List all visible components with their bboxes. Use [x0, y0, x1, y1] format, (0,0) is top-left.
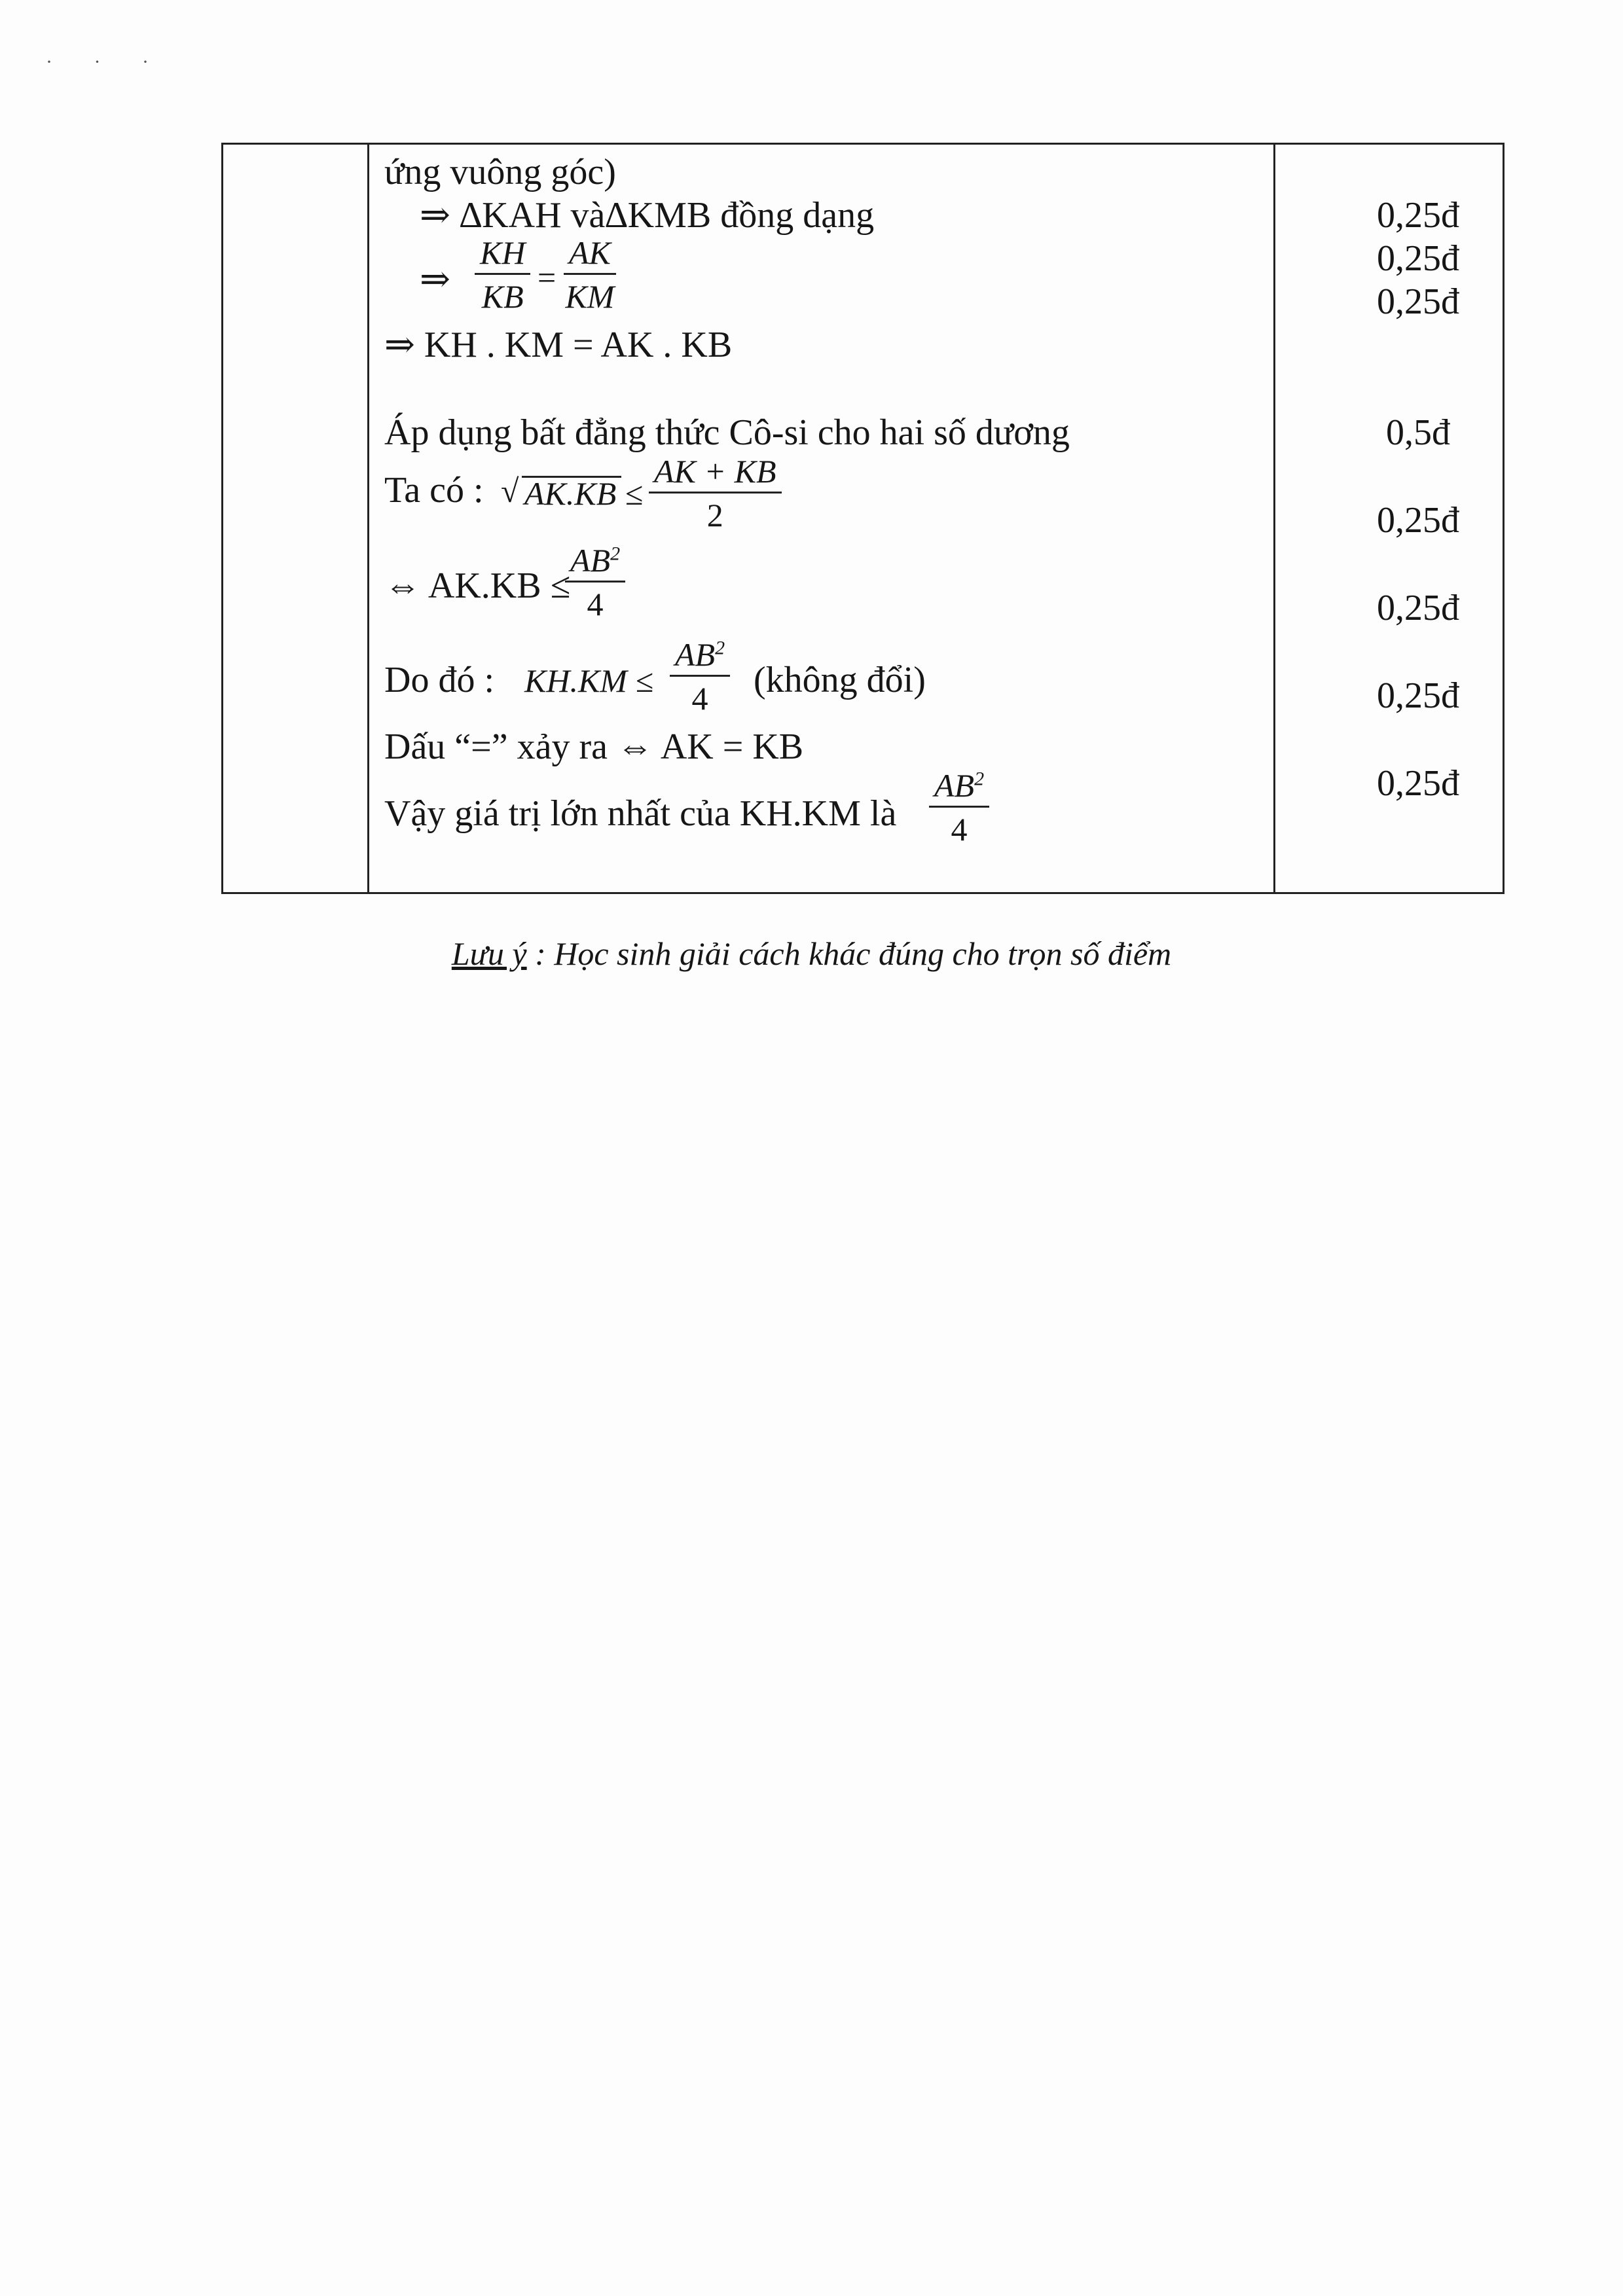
proof-line-4: ⇒ KH . KM = AK . KB: [384, 325, 733, 365]
proof-line-9: Dấu “=” xảy ra ⇔ AK = KB: [384, 726, 804, 767]
proof-line-8-suffix: (không đổi): [754, 660, 926, 700]
score-value: 0,25đ: [1377, 238, 1459, 279]
fraction-denominator: 2: [706, 497, 723, 533]
proof-line-8-expression: KH.KM ≤: [524, 662, 653, 699]
proof-line-8-prefix: Do đó :: [384, 660, 494, 700]
numerator-exponent: 2: [715, 637, 725, 659]
grading-table: [221, 143, 1504, 894]
proof-line-7-text: ⇔ AK.KB ≤: [384, 565, 571, 606]
sqrt-content: AK.KB: [524, 475, 617, 512]
proof-line-3-arrow: ⇒: [420, 259, 450, 300]
note-label: Lưu ý: [451, 935, 527, 972]
score-value: 0,25đ: [1377, 763, 1459, 804]
fraction-denominator: 4: [691, 680, 708, 717]
numerator-exponent: 2: [974, 768, 985, 790]
proof-line-5: Áp dụng bất đẳng thức Cô-si cho hai số dương: [384, 412, 1070, 453]
column-divider-left: [367, 145, 369, 892]
numerator-exponent: 2: [610, 543, 621, 565]
proof-line-2: ⇒ ∆KAH và∆KMB đồng dạng: [420, 195, 875, 236]
fraction-ak-plus-kb-over-2: [649, 455, 782, 531]
grading-note: [0, 935, 1623, 973]
proof-line-10-prefix: Vậy giá trị lớn nhất của KH.KM là: [384, 793, 897, 834]
proof-line-1: ứng vuông góc): [384, 152, 616, 192]
fraction-numerator: AK + KB: [649, 455, 782, 493]
ratio-numerator: AK: [564, 236, 616, 275]
numerator-base: AB: [934, 767, 975, 804]
numerator-base: AB: [675, 636, 716, 673]
ratio-denominator: KM: [565, 278, 615, 315]
score-value: 0,25đ: [1377, 675, 1459, 716]
fraction-numerator: [929, 769, 989, 808]
score-value: 0,25đ: [1377, 195, 1459, 236]
fraction-ab2-over-4: [565, 544, 625, 620]
scan-artifact: · · ·: [46, 51, 167, 73]
fraction-denominator: 4: [951, 811, 968, 848]
score-value: 0,5đ: [1386, 412, 1450, 453]
column-divider-right: [1273, 145, 1275, 892]
proof-line-7-prefix: [384, 567, 570, 604]
fraction-ab2-over-4: [670, 638, 730, 715]
ratio-numerator: KH: [475, 236, 530, 275]
sqrt-sign: √: [501, 473, 519, 509]
numerator-base: AB: [570, 542, 611, 579]
ratio-kh-kb: [475, 236, 530, 313]
ratio-denominator: KB: [481, 278, 524, 315]
le-sign: ≤: [625, 475, 644, 512]
score-value: 0,25đ: [1377, 588, 1459, 628]
ratio-ak-km: [564, 236, 616, 313]
proof-line-6-prefix: Ta có :: [384, 470, 484, 511]
note-text: : Học sinh giải cách khác đúng cho trọn số điểm: [526, 935, 1172, 972]
fraction-numerator: [565, 544, 625, 583]
fraction-numerator: [670, 638, 730, 677]
fraction-denominator: 4: [587, 586, 604, 622]
equals-sign: =: [538, 259, 556, 296]
fraction-ab2-over-4: [929, 769, 989, 846]
score-value: 0,25đ: [1377, 500, 1459, 541]
score-value: 0,25đ: [1377, 281, 1459, 322]
